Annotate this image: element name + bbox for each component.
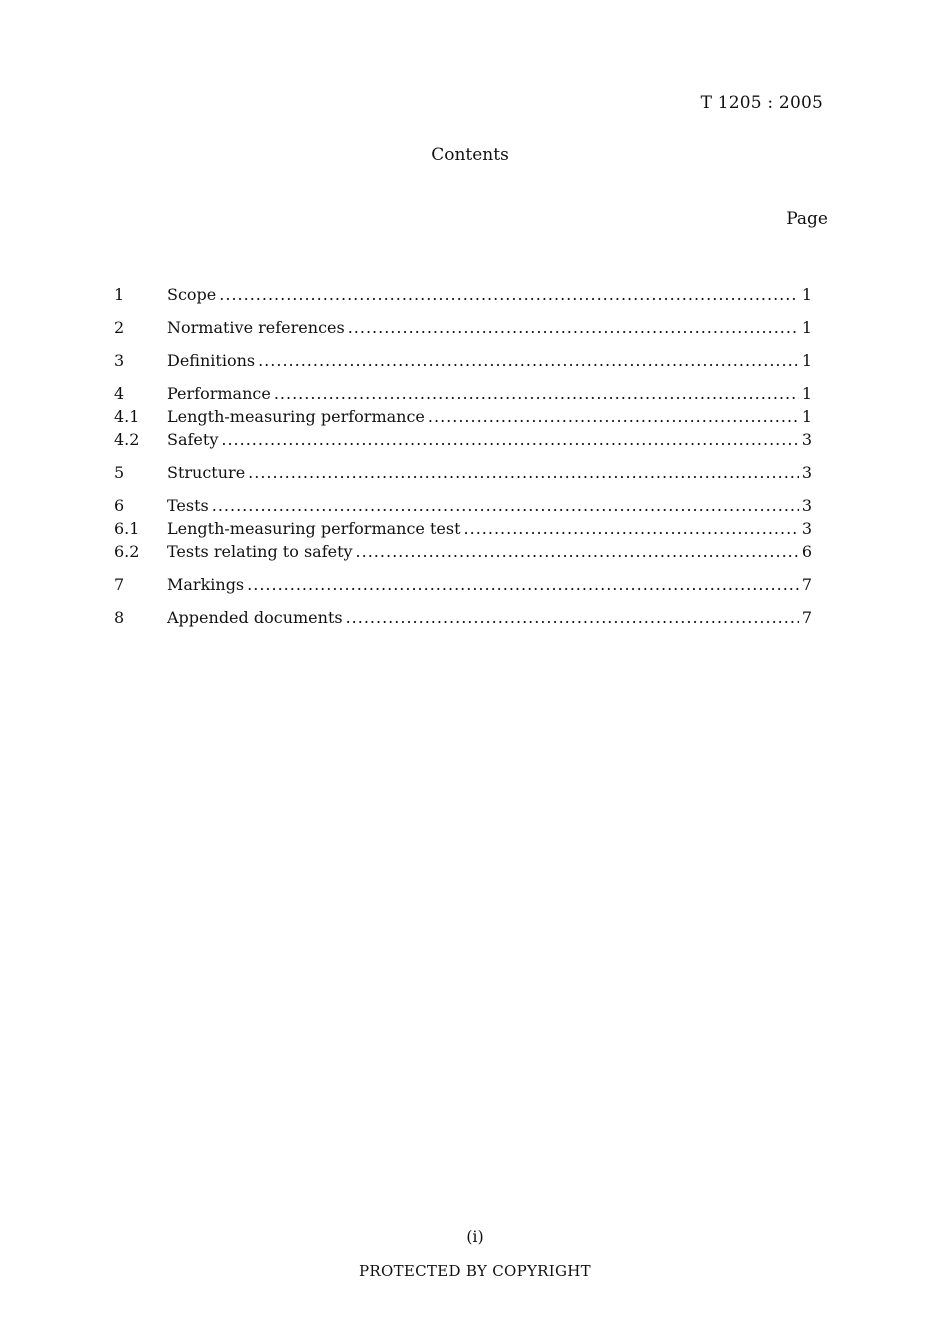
toc-dot-leader bbox=[219, 283, 799, 306]
toc-group bbox=[114, 349, 812, 372]
toc-entry-number: 2 bbox=[114, 318, 125, 337]
toc-entry-page: 1 bbox=[801, 384, 812, 403]
toc-entry-page: 3 bbox=[801, 496, 812, 515]
toc-entry-page: 1 bbox=[801, 351, 812, 370]
toc-entry-title: Structure bbox=[167, 463, 246, 482]
toc-entry-title: Normative references bbox=[167, 318, 345, 337]
toc-group bbox=[114, 494, 812, 563]
toc-entry-number: 6 bbox=[114, 496, 125, 515]
toc-entry-number: 6.2 bbox=[114, 542, 140, 561]
toc-entry-title: Definitions bbox=[167, 351, 256, 370]
toc-entry-number: 4.2 bbox=[114, 430, 140, 449]
toc-dot-leader bbox=[248, 461, 799, 484]
toc-dot-leader bbox=[258, 349, 799, 372]
toc-entry-title: Tests relating to safety bbox=[167, 542, 353, 561]
toc-entry-title: Appended documents bbox=[167, 608, 343, 627]
toc-entry-tests[interactable] bbox=[114, 494, 812, 517]
toc-entry-page: 1 bbox=[801, 407, 812, 426]
toc-dot-leader bbox=[212, 494, 799, 517]
toc-dot-leader bbox=[221, 428, 798, 451]
toc-entry-page: 3 bbox=[801, 463, 812, 482]
toc-entry-safety[interactable] bbox=[114, 428, 812, 451]
toc-entry-page: 6 bbox=[801, 542, 812, 561]
toc-group bbox=[114, 461, 812, 484]
toc-entry-page: 1 bbox=[801, 285, 812, 304]
toc-entry-number: 8 bbox=[114, 608, 125, 627]
toc-entry-title: Tests bbox=[167, 496, 209, 515]
toc-entry-number: 6.1 bbox=[114, 519, 140, 538]
toc-entry-number: 1 bbox=[114, 285, 125, 304]
toc-entry-title: Length-measuring performance test bbox=[167, 519, 461, 538]
toc-group bbox=[114, 382, 812, 451]
toc-entry-normative-references[interactable] bbox=[114, 316, 812, 339]
toc-entry-page: 3 bbox=[801, 430, 812, 449]
toc-dot-leader bbox=[464, 517, 799, 540]
toc-entry-title: Markings bbox=[167, 575, 245, 594]
toc-group bbox=[114, 606, 812, 629]
toc-entry-length-measuring-performance[interactable] bbox=[114, 405, 812, 428]
document-id: T 1205 : 2005 bbox=[700, 93, 823, 113]
toc-entry-page: 7 bbox=[801, 575, 812, 594]
toc-entry-performance[interactable] bbox=[114, 382, 812, 405]
toc-group bbox=[114, 573, 812, 596]
toc-entry-number: 7 bbox=[114, 575, 125, 594]
toc-dot-leader bbox=[346, 606, 799, 629]
toc-group bbox=[114, 283, 812, 306]
toc-group bbox=[114, 316, 812, 339]
toc-entry-page: 1 bbox=[801, 318, 812, 337]
toc-entry-markings[interactable] bbox=[114, 573, 812, 596]
toc-entry-page: 7 bbox=[801, 608, 812, 627]
table-of-contents bbox=[114, 283, 812, 639]
toc-dot-leader bbox=[247, 573, 799, 596]
toc-entry-tests-relating-to-safety[interactable] bbox=[114, 540, 812, 563]
contents-title: Contents bbox=[431, 145, 509, 165]
toc-entry-title: Scope bbox=[167, 285, 217, 304]
toc-entry-title: Safety bbox=[167, 430, 219, 449]
page-number: (i) bbox=[466, 1227, 484, 1246]
toc-dot-leader bbox=[274, 382, 799, 405]
copyright-notice: PROTECTED BY COPYRIGHT bbox=[359, 1262, 591, 1280]
toc-dot-leader bbox=[356, 540, 799, 563]
toc-entry-number: 5 bbox=[114, 463, 125, 482]
toc-entry-length-measuring-performance-test[interactable] bbox=[114, 517, 812, 540]
toc-entry-definitions[interactable] bbox=[114, 349, 812, 372]
toc-entry-scope[interactable] bbox=[114, 283, 812, 306]
toc-entry-page: 3 bbox=[801, 519, 812, 538]
toc-entry-number: 4.1 bbox=[114, 407, 140, 426]
toc-dot-leader bbox=[348, 316, 799, 339]
toc-entry-number: 3 bbox=[114, 351, 125, 370]
toc-dot-leader bbox=[428, 405, 799, 428]
toc-entry-title: Length-measuring performance bbox=[167, 407, 425, 426]
page-column-label: Page bbox=[786, 209, 828, 229]
toc-entry-title: Performance bbox=[167, 384, 271, 403]
toc-entry-structure[interactable] bbox=[114, 461, 812, 484]
toc-entry-number: 4 bbox=[114, 384, 125, 403]
toc-entry-appended-documents[interactable] bbox=[114, 606, 812, 629]
